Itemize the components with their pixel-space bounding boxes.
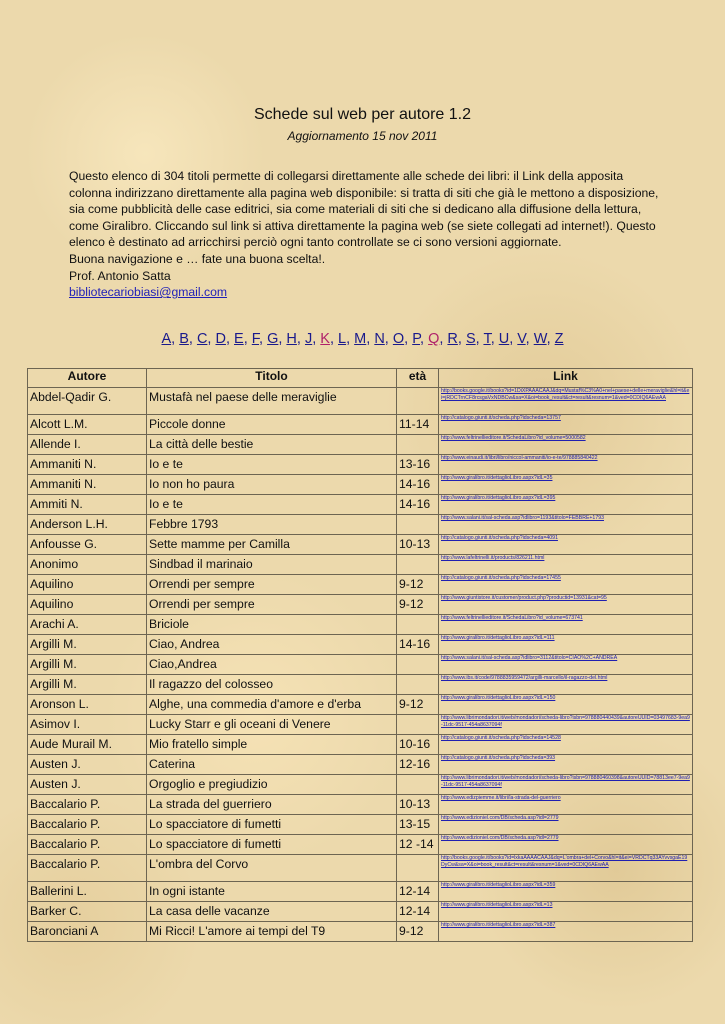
link-cell[interactable] — [439, 535, 693, 555]
letter-link-b[interactable]: B — [179, 331, 189, 347]
letter-link-r[interactable]: R — [447, 331, 458, 347]
title-cell: Briciole — [147, 615, 397, 635]
table-row — [28, 815, 693, 835]
age-cell: 11-14 — [397, 415, 439, 435]
letter-separator: , — [404, 331, 413, 347]
letter-separator: , — [243, 331, 252, 347]
email-link[interactable]: bibliotecariobiasi@gmail.com — [69, 285, 228, 300]
link-text[interactable]: http://www.einaudi.it/libri/libro/niccol-ammaniti/io-e-te/978885840422 — [441, 455, 598, 461]
title-cell: Mustafà nel paese delle meraviglie — [147, 388, 397, 415]
letter-separator: , — [546, 331, 555, 347]
link-cell[interactable] — [439, 475, 693, 495]
alphabet-index — [0, 331, 725, 347]
age-cell: 9-12 — [397, 575, 439, 595]
author-cell: Anonimo — [28, 555, 147, 575]
letter-separator: , — [384, 331, 393, 347]
title-cell: Lo spacciatore di fumetti — [147, 835, 397, 855]
author-cell: Baccalario P. — [28, 855, 147, 882]
letter-link-n[interactable]: N — [374, 331, 385, 347]
table-row — [28, 922, 693, 942]
title-cell: Ciao, Andrea — [147, 635, 397, 655]
author-cell: Ammiti N. — [28, 495, 147, 515]
author-cell: Arachi A. — [28, 615, 147, 635]
age-cell: 10-13 — [397, 535, 439, 555]
letter-separator: , — [457, 331, 466, 347]
table-header-row — [28, 369, 693, 388]
table-row — [28, 675, 693, 695]
title-cell: Io e te — [147, 495, 397, 515]
author-cell: Anderson L.H. — [28, 515, 147, 535]
age-cell: 14-16 — [397, 475, 439, 495]
table-row — [28, 655, 693, 675]
author-cell: Austen J. — [28, 755, 147, 775]
letter-separator: , — [490, 331, 499, 347]
title-cell: Caterina — [147, 755, 397, 775]
letter-separator: , — [346, 331, 355, 347]
header-link: Link — [439, 369, 693, 388]
age-cell — [397, 555, 439, 575]
letter-link-p[interactable]: P — [412, 331, 421, 347]
link-text[interactable]: http://www.giralibro.it/dettaglioLibro.aspx?idL=387 — [441, 922, 556, 928]
table-row — [28, 435, 693, 455]
letter-link-k[interactable]: K — [320, 331, 330, 347]
link-cell[interactable] — [439, 575, 693, 595]
link-text[interactable]: http://www.giralibro.it/dettaglioLibro.aspx?idL=13 — [441, 902, 553, 908]
link-text[interactable]: http://www.giralibro.it/dettaglioLibro.aspx?idL=111 — [441, 635, 555, 641]
table-row — [28, 575, 693, 595]
age-cell — [397, 715, 439, 735]
intro-greeting: Buona navigazione e … fate una buona scelta!. — [69, 251, 326, 266]
author-cell: Baronciani A — [28, 922, 147, 942]
link-cell[interactable] — [439, 615, 693, 635]
title-cell: Alghe, una commedia d'amore e d'erba — [147, 695, 397, 715]
age-cell: 13-15 — [397, 815, 439, 835]
author-cell: Argilli M. — [28, 675, 147, 695]
link-text[interactable]: http://www.librimondadori.it/web/mondadori/scheda-libro?isbn=978880440439&autoreUUID=03497683-9ea9-11dc-9517-454a8637094f — [441, 715, 690, 728]
link-cell[interactable] — [439, 388, 693, 415]
table-row — [28, 695, 693, 715]
books-table — [27, 368, 693, 942]
age-cell — [397, 615, 439, 635]
age-cell — [397, 855, 439, 882]
letter-separator: , — [278, 331, 287, 347]
link-cell[interactable] — [439, 775, 693, 795]
link-text[interactable]: http://www.ibs.it/code/9788835959472/argilli-marcello/il-ragazzo-del.html — [441, 675, 608, 681]
letter-separator: , — [509, 331, 518, 347]
link-text[interactable]: http://catalogo.giunti.it/scheda.php?idscheda=393 — [441, 755, 556, 761]
link-cell[interactable] — [439, 835, 693, 855]
letter-separator: , — [420, 331, 429, 347]
header-age: età — [397, 369, 439, 388]
title-cell: Mio fratello simple — [147, 735, 397, 755]
author-cell: Barker C. — [28, 902, 147, 922]
letter-link-m[interactable]: M — [354, 331, 367, 347]
page-title: Schede sul web per autore 1.2 — [253, 106, 472, 123]
letter-separator: , — [312, 331, 321, 347]
table-row — [28, 475, 693, 495]
link-text[interactable]: http://www.librimondadori.it/web/mondadori/scheda-libro?isbn=978880460398&autoreUUID=78813ee7-9ea9-11dc-9517-454a8637094f — [441, 775, 690, 788]
table-row — [28, 882, 693, 902]
author-cell: Aude Murail M. — [28, 735, 147, 755]
intro-signature: Prof. Antonio Satta — [69, 268, 171, 283]
table-row — [28, 495, 693, 515]
table-row — [28, 795, 693, 815]
link-text[interactable]: http://www.salani.it/sal-scheda.asp?idlibro=3112&titolo=CIAO%2C+ANDREA — [441, 655, 618, 661]
age-cell: 10-16 — [397, 735, 439, 755]
letter-link-d[interactable]: D — [215, 331, 226, 347]
author-cell: Asimov I. — [28, 715, 147, 735]
table-row — [28, 775, 693, 795]
author-cell: Argilli M. — [28, 635, 147, 655]
title-cell: La casa delle vacanze — [147, 902, 397, 922]
link-text[interactable]: http://www.salani.it/sal-scheda.asp?idlibro=1193&titolo=FEBBRE+1793 — [441, 515, 604, 521]
link-cell[interactable] — [439, 415, 693, 435]
letter-link-z[interactable]: Z — [554, 331, 564, 347]
table-row — [28, 735, 693, 755]
link-cell[interactable] — [439, 595, 693, 615]
intro-block — [69, 168, 659, 301]
letter-link-o[interactable]: O — [392, 331, 405, 347]
author-cell: Austen J. — [28, 775, 147, 795]
age-cell — [397, 655, 439, 675]
link-text[interactable]: http://catalogo.giunti.it/scheda.php?idscheda=14528 — [441, 735, 561, 741]
age-cell: 12-14 — [397, 902, 439, 922]
link-text[interactable]: http://catalogo.giunti.it/scheda.php?idscheda=17455 — [441, 575, 561, 581]
link-cell[interactable] — [439, 755, 693, 775]
table-row — [28, 595, 693, 615]
letter-separator: , — [329, 331, 339, 347]
title-cell: La città delle bestie — [147, 435, 397, 455]
letter-separator: , — [366, 331, 375, 347]
table-row — [28, 635, 693, 655]
title-cell: Febbre 1793 — [147, 515, 397, 535]
author-cell: Baccalario P. — [28, 795, 147, 815]
age-cell — [397, 675, 439, 695]
age-cell: 10-13 — [397, 795, 439, 815]
title-cell: Il ragazzo del colosseo — [147, 675, 397, 695]
letter-link-u[interactable]: U — [498, 331, 510, 347]
age-cell: 9-12 — [397, 595, 439, 615]
age-cell: 12 -14 — [397, 835, 439, 855]
author-cell: Baccalario P. — [28, 835, 147, 855]
letter-separator: , — [171, 331, 180, 347]
letter-separator: , — [225, 331, 235, 347]
letter-link-g[interactable]: G — [267, 331, 279, 347]
table-row — [28, 455, 693, 475]
link-cell[interactable] — [439, 555, 693, 575]
link-cell[interactable] — [439, 735, 693, 755]
link-cell[interactable] — [439, 515, 693, 535]
link-cell[interactable] — [439, 495, 693, 515]
author-cell: Aquilino — [28, 595, 147, 615]
link-text[interactable]: http://catalogo.giunti.it/scheda.php?idscheda=4091 — [441, 535, 558, 541]
author-cell: Ammaniti N. — [28, 475, 147, 495]
letter-link-e[interactable]: E — [234, 331, 244, 347]
title-cell: In ogni istante — [147, 882, 397, 902]
link-text[interactable]: http://www.edizioniel.com/DB/scheda.asp?idl=2779 — [441, 835, 559, 841]
letter-link-w[interactable]: W — [533, 331, 547, 347]
title-cell: Io non ho paura — [147, 475, 397, 495]
author-cell: Allende I. — [28, 435, 147, 455]
link-cell[interactable] — [439, 715, 693, 735]
link-cell[interactable] — [439, 882, 693, 902]
title-cell: Mi Ricci! L'amore ai tempi del T9 — [147, 922, 397, 942]
link-text[interactable]: http://www.giralibro.it/dettaglioLibro.aspx?idL=150 — [441, 695, 556, 701]
letter-link-v[interactable]: V — [517, 331, 526, 347]
link-text[interactable]: http://www.edizpiemme.it/libri/la-strada-del-guerriero — [441, 795, 561, 801]
author-cell: Ballerini L. — [28, 882, 147, 902]
age-cell: 12-14 — [397, 882, 439, 902]
age-cell: 12-16 — [397, 755, 439, 775]
link-cell[interactable] — [439, 795, 693, 815]
author-cell: Aquilino — [28, 575, 147, 595]
letter-separator: , — [207, 331, 216, 347]
age-cell — [397, 435, 439, 455]
age-cell: 14-16 — [397, 635, 439, 655]
title-cell: Sette mamme per Camilla — [147, 535, 397, 555]
header-title: Titolo — [147, 369, 397, 388]
title-cell: Orgoglio e pregiudizio — [147, 775, 397, 795]
letter-separator: , — [475, 331, 484, 347]
title-cell: Sindbad il marinaio — [147, 555, 397, 575]
link-text[interactable]: http://www.giralibro.it/dettaglioLibro.aspx?idL=35 — [441, 475, 553, 481]
link-cell[interactable] — [439, 902, 693, 922]
author-cell: Aronson L. — [28, 695, 147, 715]
age-cell — [397, 775, 439, 795]
letter-link-s[interactable]: S — [465, 331, 476, 347]
table-row — [28, 855, 693, 882]
title-cell: L'ombra del Corvo — [147, 855, 397, 882]
author-cell: Ammaniti N. — [28, 455, 147, 475]
letter-separator: , — [296, 331, 305, 347]
table-row — [28, 835, 693, 855]
letter-link-q[interactable]: Q — [428, 331, 440, 347]
link-cell[interactable] — [439, 455, 693, 475]
table-row — [28, 555, 693, 575]
page-subtitle: Aggiornamento 15 nov 2011 — [287, 129, 438, 143]
link-cell[interactable] — [439, 435, 693, 455]
table-row — [28, 715, 693, 735]
letter-separator: , — [188, 331, 197, 347]
age-cell — [397, 388, 439, 415]
title-cell: La strada del guerriero — [147, 795, 397, 815]
letter-link-t[interactable]: T — [483, 331, 491, 347]
letter-separator: , — [259, 331, 268, 347]
link-cell[interactable] — [439, 695, 693, 715]
title-cell: Piccole donne — [147, 415, 397, 435]
letter-separator: , — [525, 331, 534, 347]
header-author: Autore — [28, 369, 147, 388]
title-cell: Lo spacciatore di fumetti — [147, 815, 397, 835]
letter-link-h[interactable]: H — [286, 331, 297, 347]
table-row — [28, 415, 693, 435]
link-cell[interactable] — [439, 635, 693, 655]
link-text[interactable]: http://books.google.it/books?id=lxkaAAAACAAJ&dq=L'ombra+del+Corvo&hl=it&ei=VRDCTq33AYvvsgaE19DyCw&sa=X&oi=book_result&ct=result&resnum=1&ved=0CDIQ6AEwAA — [441, 855, 688, 868]
title-cell: Lucky Starr e gli oceani di Venere — [147, 715, 397, 735]
link-cell[interactable] — [439, 922, 693, 942]
age-cell: 9-12 — [397, 695, 439, 715]
letter-link-f[interactable]: F — [251, 331, 260, 347]
link-text[interactable]: http://www.giralibro.it/dettaglioLibro.aspx?idL=395 — [441, 495, 556, 501]
title-cell: Ciao,Andrea — [147, 655, 397, 675]
table-row — [28, 535, 693, 555]
link-cell[interactable] — [439, 675, 693, 695]
author-cell: Argilli M. — [28, 655, 147, 675]
letter-link-j[interactable]: J — [304, 331, 313, 347]
link-text[interactable]: http://www.lafeltrinelli.it/products/826211.html — [441, 555, 545, 561]
age-cell — [397, 515, 439, 535]
table-row — [28, 388, 693, 415]
table-row — [28, 755, 693, 775]
author-cell: Baccalario P. — [28, 815, 147, 835]
link-text[interactable]: http://www.giralibro.it/dettaglioLibro.aspx?idL=359 — [441, 882, 556, 888]
link-text[interactable]: http://www.giuntistore.it/customer/product.php?productid=13931&cat=95 — [441, 595, 607, 601]
intro-paragraph: Questo elenco di 304 titoli permette di collegarsi direttamente alle schede dei libri: il Link della apposita colonna indirizzano direttamente alla pagina web disponibile: si tratta di siti che già le mettono a disposizione, sia come pubblicità delle case editrici, sia come materiali di siti che si dedicano alla diffusione della lettura, come Giralibro. Cliccando sul link si attiva direttamente la pagina web (se siete collegati ad internet!). Questo elenco è destinato ad arricchirsi perciò ogni tanto controllate se ci sono versioni aggiornate. — [69, 169, 659, 250]
link-cell[interactable] — [439, 655, 693, 675]
letter-link-l[interactable]: L — [338, 331, 347, 347]
author-cell: Abdel-Qadir G. — [28, 388, 147, 415]
table-row — [28, 515, 693, 535]
letter-link-a[interactable]: A — [161, 331, 172, 347]
title-cell: Orrendi per sempre — [147, 575, 397, 595]
age-cell: 13-16 — [397, 455, 439, 475]
link-text[interactable]: http://catalogo.giunti.it/scheda.php?idscheda=13757 — [441, 415, 561, 421]
title-cell: Io e te — [147, 455, 397, 475]
age-cell: 14-16 — [397, 495, 439, 515]
age-cell: 9-12 — [397, 922, 439, 942]
table-row — [28, 902, 693, 922]
link-text[interactable]: http://www.feltrinellieditore.it/SchedaLibro?id_volume=5000582 — [441, 435, 586, 441]
link-cell[interactable] — [439, 815, 693, 835]
link-text[interactable]: http://www.feltrinellieditore.it/SchedaLibro?id_volume=673741 — [441, 615, 583, 621]
link-text[interactable]: http://www.edizioniel.com/DB/scheda.asp?idl=2779 — [441, 815, 559, 821]
author-cell: Anfousse G. — [28, 535, 147, 555]
letter-separator: , — [439, 331, 448, 347]
link-text[interactable]: http://books.google.it/books?id=1DiXPAAACAAJ&dq=Mustaf%C3%A0+nel+paese+delle+meraviglie&hl=it&ei=jRDCTrnCF8rcsgaVxNDBCw&sa=X&oi=book_result&ct=result&resnum=1&ved=0CDIQ6AEwAA — [441, 388, 690, 401]
letter-link-c[interactable]: C — [196, 331, 208, 347]
author-cell: Alcott L.M. — [28, 415, 147, 435]
link-cell[interactable] — [439, 855, 693, 882]
table-row — [28, 615, 693, 635]
title-cell: Orrendi per sempre — [147, 595, 397, 615]
